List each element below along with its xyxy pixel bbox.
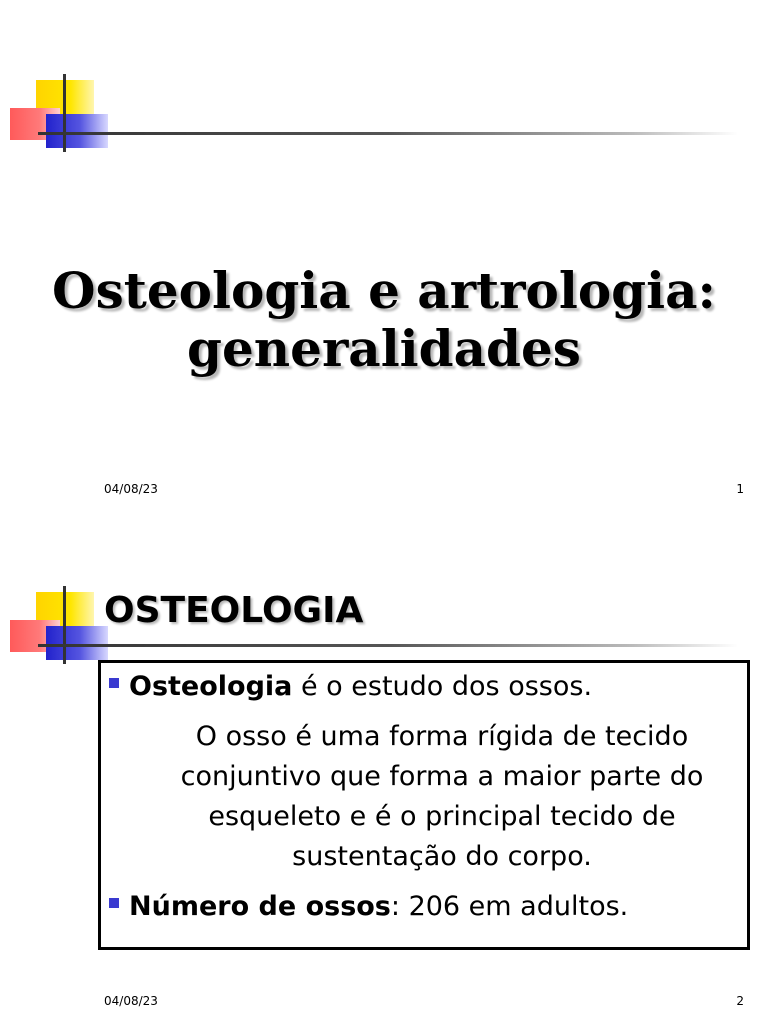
square-bullet-icon [109, 678, 119, 688]
slide-title: OSTEOLOGIA [104, 590, 364, 631]
footer-slide-number: 2 [736, 994, 744, 1008]
footer-date: 04/08/23 [104, 482, 158, 496]
paragraph-line: sustentação do corpo. [292, 841, 592, 872]
blue-square-shape [46, 114, 108, 148]
bullet-term: Osteologia [129, 671, 293, 702]
bullet-text: é o estudo dos ossos. [292, 671, 593, 702]
blue-square-shape [46, 626, 108, 660]
slide-2 [0, 512, 768, 1024]
footer-slide-number: 1 [736, 482, 744, 496]
definition-paragraph [137, 717, 747, 877]
paragraph-line: O osso é uma forma rígida de tecido [195, 721, 689, 752]
slide-logo-decoration [0, 0, 768, 100]
content-box [98, 660, 750, 950]
square-bullet-icon [109, 898, 119, 908]
vertical-rule [63, 74, 66, 152]
vertical-rule [63, 586, 66, 664]
footer-date: 04/08/23 [104, 994, 158, 1008]
title-line-2: generalidades [187, 319, 581, 378]
bullet-item [109, 891, 628, 922]
paragraph-line: conjuntivo que forma a maior parte do [180, 761, 704, 792]
bullet-term: Número de ossos [129, 891, 391, 922]
horizontal-rule [38, 644, 738, 647]
bullet-item [109, 671, 592, 702]
slide-title [0, 262, 768, 378]
horizontal-rule [38, 132, 738, 135]
paragraph-line: esqueleto e é o principal tecido de [208, 801, 676, 832]
title-line-1: Osteologia e artrologia: [52, 261, 716, 320]
bullet-text: : 206 em adultos. [390, 891, 629, 922]
